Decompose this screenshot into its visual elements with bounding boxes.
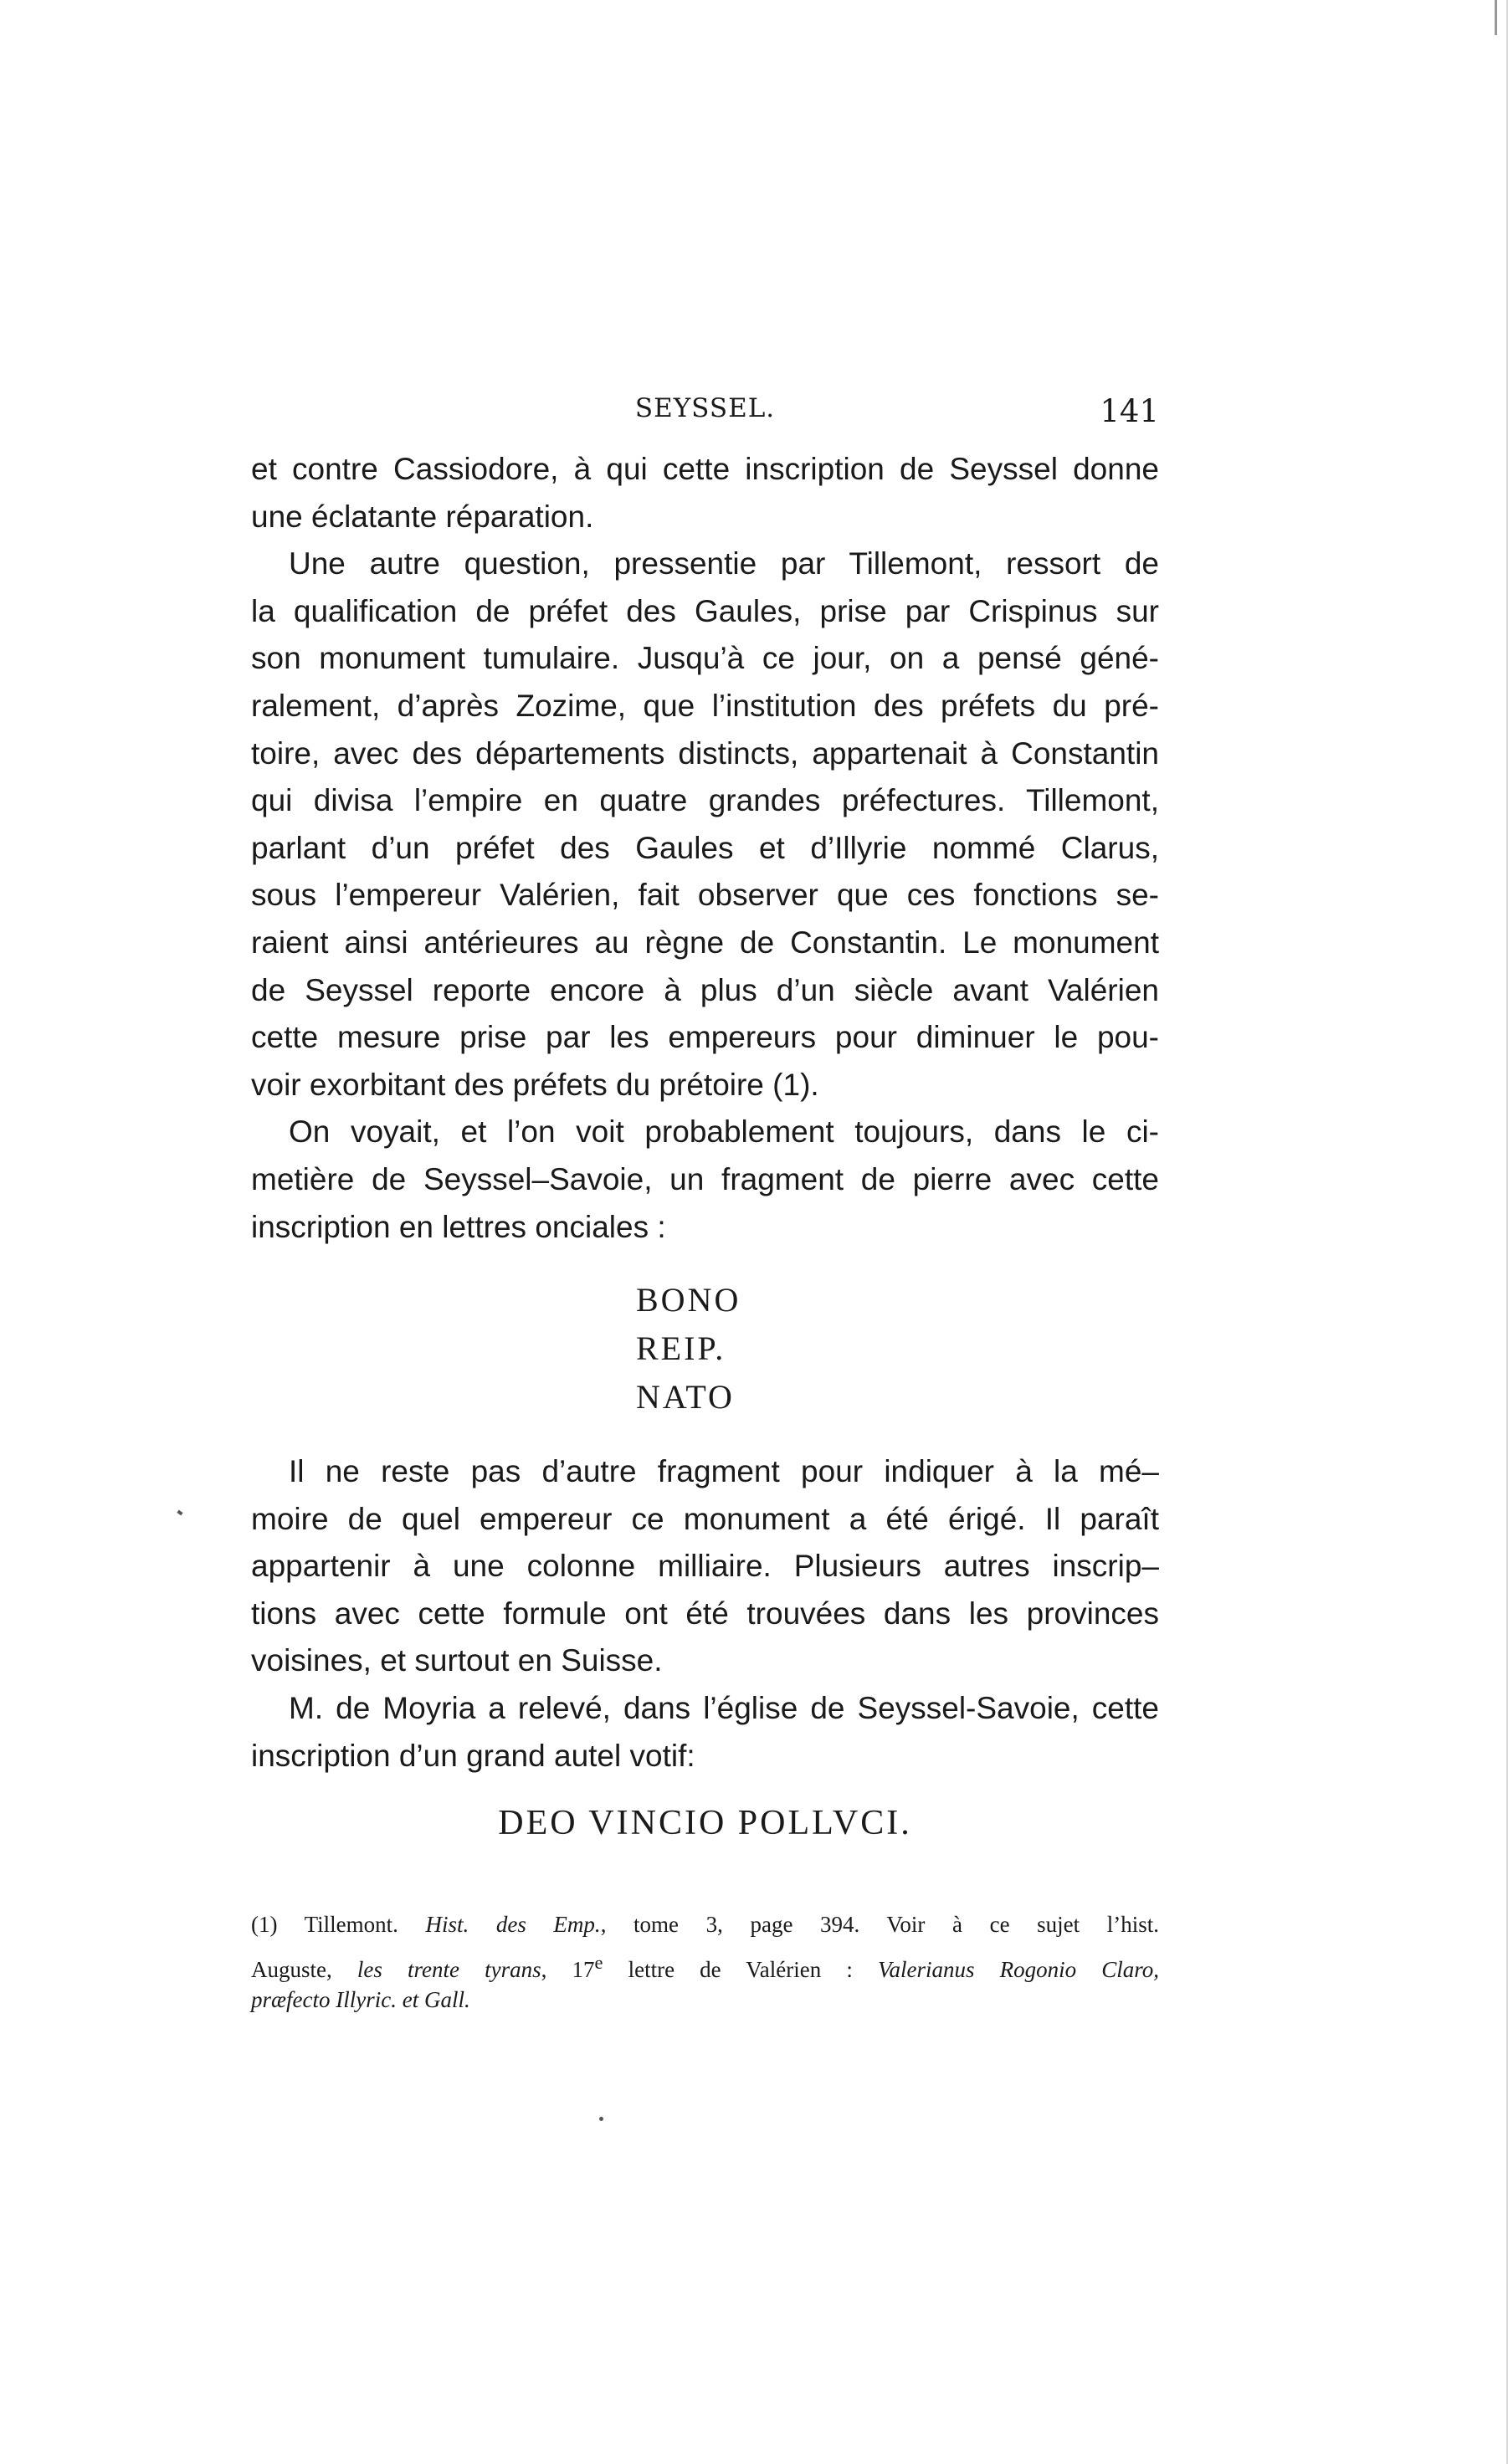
text-line: M. de Moyria a relevé, dans l’église de Seyssel-Savoie, cette xyxy=(289,1690,1159,1725)
footnote-text: , 17 xyxy=(541,1957,595,1982)
inscription-line: REIP. xyxy=(636,1329,726,1367)
footnote-text: Auguste, xyxy=(251,1957,357,1982)
scan-edge-mark xyxy=(1495,0,1497,35)
footnote-italic: præfecto Illyric. et Gall. xyxy=(251,1987,470,2012)
running-header xyxy=(251,393,1159,435)
footnote-superscript: e xyxy=(594,1952,603,1973)
scan-speck xyxy=(599,2117,603,2121)
scan-speck xyxy=(177,1510,182,1516)
body-text xyxy=(251,446,1159,1251)
text-line: ralement, d’après Zozime, que l’institution des préfets du pré- xyxy=(251,688,1159,723)
footnote-italic: Valerianus Rogonio Claro, xyxy=(878,1957,1160,1982)
inscription-line: NATO xyxy=(636,1378,735,1416)
running-title: SEYSSEL. xyxy=(634,393,776,423)
body-text-continued xyxy=(251,1448,1159,1780)
text-line: inscription d’un grand autel votif: xyxy=(251,1738,695,1773)
text-line: son monument tumulaire. Jusqu’à ce jour, on a pensé géné- xyxy=(251,641,1159,676)
text-line: inscription en lettres onciales : xyxy=(251,1209,666,1244)
text-line: la qualification de préfet des Gaules, prise par Crispinus sur xyxy=(251,593,1159,628)
inscription-line: BONO xyxy=(636,1281,741,1319)
footnote-line xyxy=(251,1944,1159,1981)
text-line: qui divisa l’empire en quatre grandes préfectures. Tillemont, xyxy=(251,783,1159,818)
text-line: moire de quel empereur ce monument a été érigé. Il paraît xyxy=(251,1501,1159,1536)
text-line: Il ne reste pas d’autre fragment pour indiquer à la mé– xyxy=(289,1454,1159,1488)
text-line: sous l’empereur Valérien, fait observer que ces fonctions se- xyxy=(251,878,1159,913)
page-number: 141 xyxy=(1100,393,1159,429)
text-line: toire, avec des départements distincts, appartenait à Constantin xyxy=(251,735,1159,771)
footnote-italic: Hist. des Emp. xyxy=(425,1912,601,1937)
footnote-text: lettre de Valérien : xyxy=(603,1957,878,1982)
footnote-italic: les trente tyrans xyxy=(356,1957,541,1982)
text-line: voir exorbitant des préfets du prétoire (1). xyxy=(251,1067,819,1102)
text-line: On voyait, et l’on voit probablement toujours, dans le ci- xyxy=(289,1114,1159,1150)
footnote-text: , tome 3, page 394. Voir à ce sujet l’hist. xyxy=(600,1912,1160,1937)
votive-inscription: DEO VINCIO POLLVCI. xyxy=(498,1804,912,1842)
text-line: de Seyssel reporte encore à plus d’un siècle avant Valérien xyxy=(251,972,1159,1007)
text-line: cette mesure prise par les empereurs pour diminuer le pou- xyxy=(251,1020,1159,1055)
footnote-line xyxy=(251,1981,1159,2019)
footnote xyxy=(251,1906,1159,2019)
text-line: et contre Cassiodore, à qui cette inscription de Seyssel donne xyxy=(251,452,1159,486)
text-line: Une autre question, pressentie par Tillemont, ressort de xyxy=(289,546,1159,581)
footnote-text: (1) Tillemont. xyxy=(251,1912,426,1937)
text-line: parlant d’un préfet des Gaules et d’Illyrie nommé Clarus, xyxy=(251,830,1159,865)
footnote-line xyxy=(251,1906,1159,1944)
text-line: tions avec cette formule ont été trouvées dans les provinces xyxy=(251,1596,1159,1631)
text-line: voisines, et surtout en Suisse. xyxy=(251,1643,663,1678)
text-line: raient ainsi antérieures au règne de Constantin. Le monument xyxy=(251,925,1159,960)
text-line: une éclatante réparation. xyxy=(251,499,594,534)
text-line: appartenir à une colonne milliaire. Plusieurs autres inscrip– xyxy=(251,1549,1159,1584)
text-line: metière de Seyssel–Savoie, un fragment de pierre avec cette xyxy=(251,1161,1159,1196)
